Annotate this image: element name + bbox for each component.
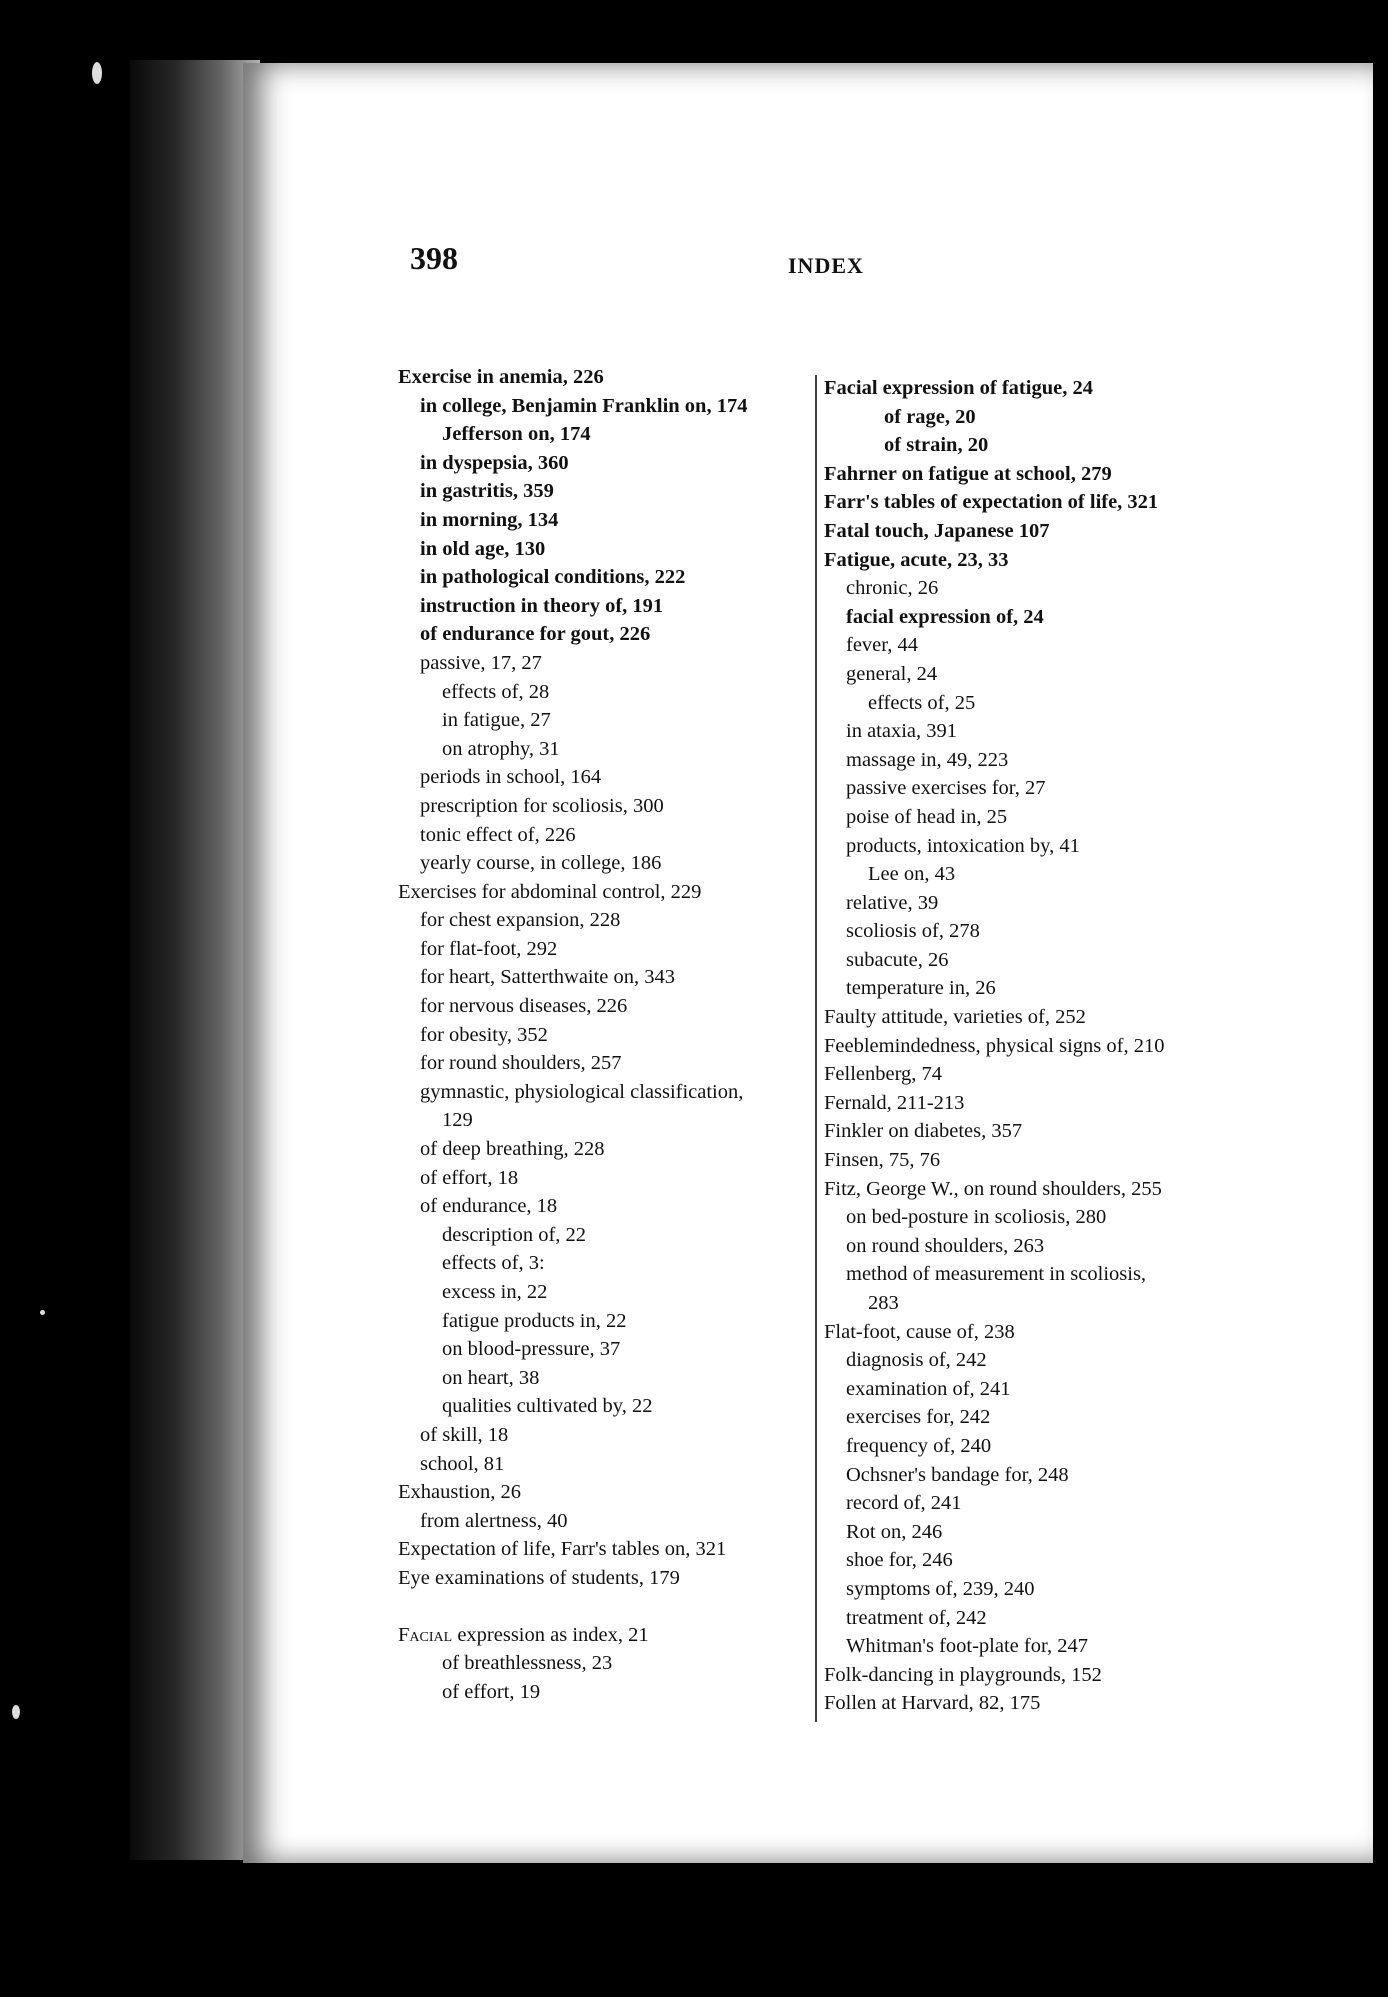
page-content [243,63,1373,1863]
index-entry: yearly course, in college, 186 [420,852,662,875]
page-number: 398 [410,240,458,276]
index-entry: relative, 39 [846,891,939,914]
index-entry: on heart, 38 [442,1366,540,1389]
index-entry: of strain, 20 [884,434,989,457]
index-entry: description of, 22 [442,1223,587,1246]
index-entry: of skill, 18 [420,1423,509,1446]
index-entry: Fellenberg, 74 [824,1063,943,1086]
index-entry: Facial expression as index, 21 [398,1623,649,1646]
index-entry: Exercises for abdominal control, 229 [398,880,702,903]
index-entry: for round shoulders, 257 [420,1052,622,1075]
index-entry: of effort, 18 [420,1166,519,1189]
index-entry: instruction in theory of, 191 [420,594,664,617]
index-entry: 283 [868,1292,899,1314]
index-entry: of effort, 19 [442,1680,541,1703]
index-entry: Fatigue, acute, 23, 33 [824,548,1009,571]
index-entry: in fatigue, 27 [442,709,551,732]
index-entry: Rot on, 246 [846,1520,943,1543]
index-entry: Fitz, George W., on round shoulders, 255 [824,1177,1162,1200]
index-entry: in morning, 134 [420,508,559,531]
index-entry: chronic, 26 [846,577,939,600]
index-entry: school, 81 [420,1452,505,1475]
index-entry: excess in, 22 [442,1281,548,1303]
index-entry: of rage, 20 [884,405,976,428]
index-entry: on round shoulders, 263 [846,1234,1045,1257]
index-entry: on blood-pressure, 37 [442,1338,621,1361]
index-entry: Jefferson on, 174 [442,423,591,446]
index-entry: on atrophy, 31 [442,737,560,760]
index-entry: temperature in, 26 [846,977,996,1000]
index-entry: general, 24 [846,662,938,685]
index-entry: Follen at Harvard, 82, 175 [824,1692,1041,1715]
index-entry: shoe for, 246 [846,1549,953,1572]
index-entry: of endurance, 18 [420,1195,558,1218]
index-entry: in pathological conditions, 222 [420,566,686,589]
index-entry: periods in school, 164 [420,766,602,789]
index-entry: in college, Benjamin Franklin on, 174 [420,394,748,417]
index-entry: fever, 44 [846,634,919,657]
book-page [243,63,1373,1863]
index-entry: Finkler on diabetes, 357 [824,1120,1023,1143]
index-entry: in gastritis, 359 [420,480,554,503]
index-entry: Feeblemindedness, physical signs of, 210 [824,1034,1165,1057]
index-entry: of breathlessness, 23 [442,1652,613,1675]
index-entry: massage in, 49, 223 [846,748,1009,771]
index-entry: Expectation of life, Farr's tables on, 321 [398,1538,727,1561]
index-entry: frequency of, 240 [846,1434,992,1457]
index-entry: tonic effect of, 226 [420,823,576,846]
index-entry: facial expression of, 24 [846,605,1044,628]
index-entry: Finsen, 75, 76 [824,1149,941,1172]
index-entry: diagnosis of, 242 [846,1349,987,1372]
index-entry: in ataxia, 391 [846,720,958,743]
index-entry: Fahrner on fatigue at school, 279 [824,462,1112,485]
index-entry: record of, 241 [846,1492,962,1515]
index-entry: effects of, 25 [868,691,976,714]
scan-speck [12,1705,20,1719]
index-entry: for heart, Satterthwaite on, 343 [420,966,676,989]
index-entry: Whitman's foot-plate for, 247 [846,1635,1088,1658]
index-entry: treatment of, 242 [846,1606,987,1629]
book-binding-gutter [130,60,260,1860]
index-entry: subacute, 26 [846,948,949,971]
index-entry: for obesity, 352 [420,1023,548,1046]
index-entry: method of measurement in scoliosis, [846,1263,1147,1286]
index-entry: gymnastic, physiological classification, [420,1080,744,1103]
index-entry: scoliosis of, 278 [846,920,980,943]
index-entry: Ochsner's bandage for, 248 [846,1463,1069,1486]
index-entry: effects of, 3: [442,1252,545,1275]
index-entry: Faulty attitude, varieties of, 252 [824,1006,1086,1029]
index-entry: poise of head in, 25 [846,805,1008,828]
scan-speck [92,62,102,84]
index-entry: in old age, 130 [420,537,546,560]
index-entry: for nervous diseases, 226 [420,995,628,1018]
index-entry: Fatal touch, Japanese 107 [824,519,1050,542]
index-entry: Folk-dancing in playgrounds, 152 [824,1663,1102,1686]
index-entry: of deep breathing, 228 [420,1138,605,1161]
index-entry: on bed-posture in scoliosis, 280 [846,1206,1107,1229]
index-entry: Fernald, 211-213 [824,1091,965,1114]
index-entry: Lee on, 43 [868,863,956,886]
index-entry: symptoms of, 239, 240 [846,1577,1035,1600]
index-entry: Exercise in anemia, 226 [398,366,604,388]
index-entry: passive exercises for, 27 [846,777,1046,800]
index-column-right [824,374,1384,1718]
index-entry: Eye examinations of students, 179 [398,1566,680,1589]
index-entry: examination of, 241 [846,1377,1011,1400]
index-entry: qualities cultivated by, 22 [442,1395,653,1418]
index-entry: passive, 17, 27 [420,651,542,674]
index-entry: fatigue products in, 22 [442,1309,627,1332]
running-head: INDEX [788,253,864,278]
index-entry: of endurance for gout, 226 [420,623,651,646]
index-entry: for chest expansion, 228 [420,909,621,932]
index-entry: Flat-foot, cause of, 238 [824,1320,1015,1343]
index-entry: for flat-foot, 292 [420,937,558,960]
index-entry: 129 [442,1109,473,1132]
index-entry: effects of, 28 [442,680,550,703]
index-entry: products, intoxication by, 41 [846,834,1080,857]
index-entry: Exhaustion, 26 [398,1481,521,1504]
column-divider [815,375,817,1722]
index-entry: Facial expression of fatigue, 24 [824,377,1093,399]
index-entry: from alertness, 40 [420,1509,568,1532]
index-entry: exercises for, 242 [846,1406,991,1429]
scan-speck [40,1310,45,1315]
index-entry: in dyspepsia, 360 [420,451,569,474]
index-entry: Farr's tables of expectation of life, 321 [824,491,1159,514]
index-entry: prescription for scoliosis, 300 [420,794,664,817]
